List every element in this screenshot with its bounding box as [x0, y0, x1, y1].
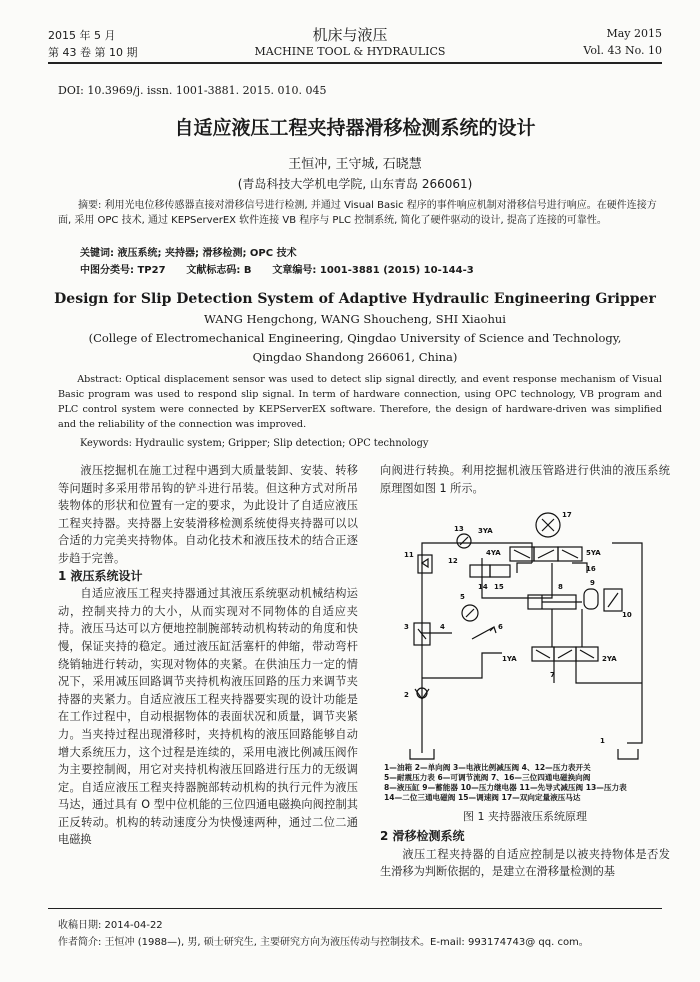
label-1ya: 1YA [502, 655, 517, 663]
right-intro-paragraph: 向阀进行转换。利用挖掘机液压管路进行供油的液压系统原理图如图 1 所示。 [380, 464, 670, 495]
affiliation-en-line2: Qingdao Shandong 266061, China) [252, 350, 458, 364]
right-column-bottom [380, 828, 670, 881]
authors-cn: 王恒冲, 王守城, 石晓慧 [288, 157, 422, 172]
label-8: 8 [558, 583, 563, 591]
title-cn: 自适应液压工程夹持器滑移检测系统的设计 [174, 117, 536, 139]
label-1: 1 [600, 737, 605, 745]
accumulator-9 [584, 589, 598, 609]
header-date-en: May 2015 [606, 27, 662, 40]
title-en: Design for Slip Detection System of Adaptive Hydraulic Engineering Gripper [54, 291, 656, 307]
hydraulic-schematic-figure [382, 503, 670, 775]
legend-line: 8—液压缸 9—蓄能器 10—压力继电器 11—先导式减压阀 13—压力表 [384, 783, 627, 792]
section-1-heading: 1 液压系统设计 [58, 568, 143, 583]
label-6: 6 [498, 623, 503, 631]
affiliation-en-line1: (College of Electromechanical Engineering, Qingdao University of Science and Technology, [88, 331, 622, 345]
section-2-heading: 2 滑移检测系统 [380, 829, 465, 843]
journal-title-cn: 机床与液压 [312, 26, 388, 44]
right-column-top [380, 462, 670, 497]
legend-line: 1—油箱 2—单向阀 3—电液比例减压阀 4、12—压力表开关 [384, 763, 591, 772]
label-14: 14 [478, 583, 488, 591]
label-4: 4 [440, 623, 445, 631]
label-5: 5 [460, 593, 465, 601]
label-15: 15 [494, 583, 504, 591]
author-info: 作者简介: 王恒冲 (1988—), 男, 硕士研究生, 主要研究方向为液压传动与控制技术。E-mail: 993174743@ qq. com。 [58, 937, 589, 948]
label-13: 13 [454, 525, 464, 533]
label-3: 3 [404, 623, 409, 631]
affiliation-cn: (青岛科技大学机电学院, 山东青岛 266061) [237, 177, 473, 191]
label-7: 7 [550, 671, 555, 679]
authors-en: WANG Hengchong, WANG Shoucheng, SHI Xiaohui [204, 312, 506, 326]
intro-paragraph: 液压挖掘机在施工过程中遇到大质量装卸、安装、转移等问题时多采用带吊钩的铲斗进行吊装。但这种方式对所吊装物体的形状和位置有一定的要求，为此设计了自适应液压工程夹持器。夹持器上安装滑移检测系统使得夹持器可以以合适的力完美夹持物体。自动化技术和液压技术的结合正逐步趋于完善。 [58, 464, 358, 565]
label-4ya: 4YA [486, 549, 501, 557]
supply-line [422, 543, 512, 753]
label-5ya: 5YA [586, 549, 601, 557]
label-12: 12 [448, 557, 458, 565]
header-volume-cn: 第 43 卷 第 10 期 [48, 46, 138, 59]
abstract-cn: 摘要: 利用光电位移传感器直接对滑移信号进行检测, 并通过 Visual Basic 程序的事件响应机制对滑移信号进行响应。在硬件连接方面, 采用 OPC 技术, 通过 KEPServerEX 软件连接 VB 程序与 PLC 控制系统, 简化了硬件驱动的设计, 提高了连接的可靠性。 [58, 200, 657, 226]
label-11: 11 [404, 551, 414, 559]
header-volume-en: Vol. 43 No. 10 [583, 44, 662, 57]
legend-line: 5—耐震压力表 6—可调节流阀 7、16—三位四通电磁换向阀 [384, 773, 591, 782]
label-3ya: 3YA [478, 527, 493, 535]
header-date-cn: 2015 年 5 月 [48, 29, 116, 42]
hydraulic-schematic [382, 503, 670, 775]
section-2-paragraph: 液压工程夹持器的自适应控制是以被夹持物体是否发生滑移为判断依据的，是建立在滑移量检测的基 [380, 847, 670, 879]
journal-title-en: MACHINE TOOL & HYDRAULICS [254, 45, 446, 58]
legend-line: 14—二位三通电磁阀 15—调速阀 17—双向定量液压马达 [384, 793, 581, 802]
label-10: 10 [622, 611, 632, 619]
abstract-en: Abstract: Optical displacement sensor was used to detect slip signal directly, and event response mechanism of Visual Basic program was used to respond slip signal. In term of hardware connection, using OPC technology, VB program and PLC control system were connected by KEPServerEX software. Therefore, the design of hardware-driven was simplified and the reliability of the connection was improved. [58, 374, 662, 430]
label-9: 9 [590, 579, 595, 587]
received-date: 收稿日期: 2014-04-22 [58, 920, 163, 931]
section-1-paragraph: 自适应液压工程夹持器通过其液压系统驱动机械结构运动，控制夹持力的大小，从而实现对不同物体的自适应夹持。液压马达可以方便地控制腕部转动机构转动的角度和快慢，保证夹持的稳定。通过液压缸活塞杆的伸缩，带动弯杆绕销轴进行转动，实现对物体的夹紧。在供油压力一定的情况下，采用减压回路调节夹持机构液压回路的压力来调节夹持器的夹紧力。自适应液压工程夹持器要实现的设计功能是在工作过程中，自动根据物体的表面状况和质量，调节夹紧力。当夹持过程出现滑移时，夹持机构的液压回路能够自动增大系统压力，这个过程是连续的，采用电液比例减压阀作为主要控制阀，用它对夹持机构液压回路进行压力的无级调定。自适应液压工程夹持器腕部转动机构的执行元件为液压马达，通过具有 O 型中位机能的三位四通电磁换向阀控制其正反转动。机构的转动速度分为快慢速两种，通过二位二通电磁换 [58, 587, 358, 847]
figure-caption: 图 1 夹持器液压系统原理 [463, 810, 587, 823]
label-16: 16 [586, 565, 596, 573]
label-2ya: 2YA [602, 655, 617, 663]
left-column [58, 462, 358, 849]
doi: DOI: 10.3969/j. issn. 1001-3881. 2015. 010. 045 [58, 84, 327, 97]
header-rule [48, 62, 662, 64]
keywords-cn: 关键词: 液压系统; 夹持器; 滑移检测; OPC 技术 [80, 248, 297, 259]
figure-legend [384, 763, 674, 803]
keywords-en: Keywords: Hydraulic system; Gripper; Slip detection; OPC technology [80, 438, 429, 449]
label-17: 17 [562, 511, 572, 519]
return-line [612, 543, 642, 743]
footer-rule [48, 908, 662, 909]
label-2: 2 [404, 691, 409, 699]
classification-cn: 中图分类号: TP27 文献标志码: B 文章编号: 1001-3881 (2015) 10-144-3 [80, 265, 474, 276]
